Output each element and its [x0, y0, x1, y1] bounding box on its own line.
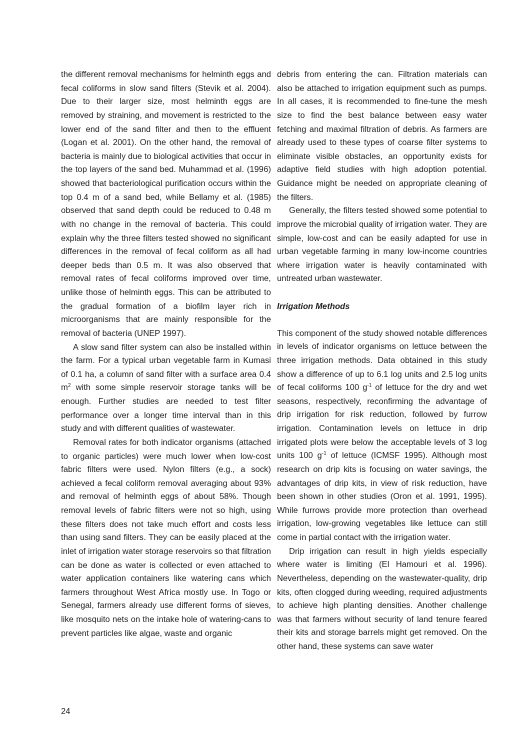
text-run: of lettuce (ICMSF 1995). Although most research on drip kits is focusing on water savings, the advantages of drip kits, in view of risk reduction, have been shown in other studies (Oron et al. 1991, 1995). While furrows provide more protection than overhead irrigation, low-growing vegetables like lettuce can still come in partial contact with the irrigation water. [277, 450, 487, 542]
text-run: This component of the study showed notable differences in levels of indicator organisms on lettuce between the three irrigation methods. Data obtained in this study show a difference of up to 6.1 log units and 2.5 log units of fecal coliforms 100 g [277, 327, 487, 393]
paragraph: Drip irrigation can result in high yields especially where water is limiting (El Hamouri et al. 1996). Nevertheless, depending on the wastewater-quality, drip kits, often clogged during weeding, required adjustments to achieve high planting densities. Another challenge was that farmers without security of land tenure feared their kits and storage barrels might get removed. On the other hand, these systems can save water [277, 545, 487, 651]
superscript: -1 [321, 451, 327, 458]
paragraph: the different removal mechanisms for helminth eggs and fecal coliforms in slow sand filters (Stevik et al. 2004). Due to their larger size, most helminth eggs are removed by straining, and movement is restricted to the lower end of the sand filter and then to the effluent (Logan et al. 2001). On the other hand, the removal of bacteria is mainly due to biological activities that occur in the top layers of the sand bed. Muhammad et al. (1996) showed that bacteriological purification occurs within the top 0.4 m of a sand bed, while Bellamy et al. (1985) observed that sand depth could be reduced to 0.48 m with no change in the removal of bacteria. This could explain why the three filters tested showed no significant differences in the removal of fecal coliform as all had deeper beds than 0.5 m. It was also observed that removal rates of fecal coliforms improved over time, unlike those of helminth eggs. This can be attributed to the gradual formation of a biofilm layer rich in microorganisms that are mainly responsible for the removal of bacteria (UNEP 1997). [61, 69, 271, 338]
text-run: with some simple reservoir storage tanks will be enough. Further studies are needed to test filter performance over a longer time interval than in this study and with different qualities of wastewater. [61, 382, 271, 434]
paragraph: debris from entering the can. Filtration materials can also be attached to irrigation equipment such as pumps. In all cases, it is recommended to fine-tune the mesh size to find the best balance between easy water fetching and maximal filtration of debris. As farmers are already used to these types of coarse filter systems to eliminate visible obstacles, an opportunity exists for adaptive field studies with high adoption potential. Guidance might be needed on appropriate cleaning of the filters. [277, 69, 487, 202]
paragraph [61, 341, 271, 436]
text-run: A slow sand filter system can also be installed within the farm. For a typical urban vegetable farm in Kumasi of 0.1 ha, a column of sand filter with a surface area 0.4 m [61, 341, 271, 393]
superscript: 2 [67, 383, 71, 390]
paragraph: Removal rates for both indicator organisms (attached to organic particles) were much lower when low-cost fabric filters were used. Nylon filters (e.g., a sock) achieved a fecal coliform removal averaging about 93% and removal of helminth eggs of about 58%. Though removal levels of fabric filters were not so high, using these filters does not take much effort and costs less than using sand filters. They can be easily placed at the inlet of irrigation water storage reservoirs so that filtration can be done as water is collected or even attached to water application containers like watering cans which farmers throughout West Africa mostly use. In Togo or Senegal, farmers already use different forms of sieves, like mosquito nets on the intake hole of watering-cans to prevent particles like algae, waste and organic [61, 436, 271, 638]
left-column [61, 68, 271, 640]
right-column [277, 68, 487, 654]
superscript: -1 [367, 383, 372, 390]
section-heading: Irrigation Methods [277, 300, 350, 311]
paragraph: Generally, the filters tested showed some potential to improve the microbial quality of irrigation water. They are simple, low-cost and can be easily adapted for use in urban vegetable farming in many low-income countries where irrigation water is heavily contaminated with untreated urban wastewater. [277, 205, 487, 284]
paragraph [277, 327, 487, 545]
page-number: 24 [61, 706, 71, 716]
text-run: of lettuce for the dry and wet seasons, respectively, reconfirming the advantage of drip irrigation for risk reduction, followed by furrow irrigation. Contamination levels on lettuce in drip irrigated plots were below the acceptable levels of 3 log units 100 g [277, 382, 487, 461]
